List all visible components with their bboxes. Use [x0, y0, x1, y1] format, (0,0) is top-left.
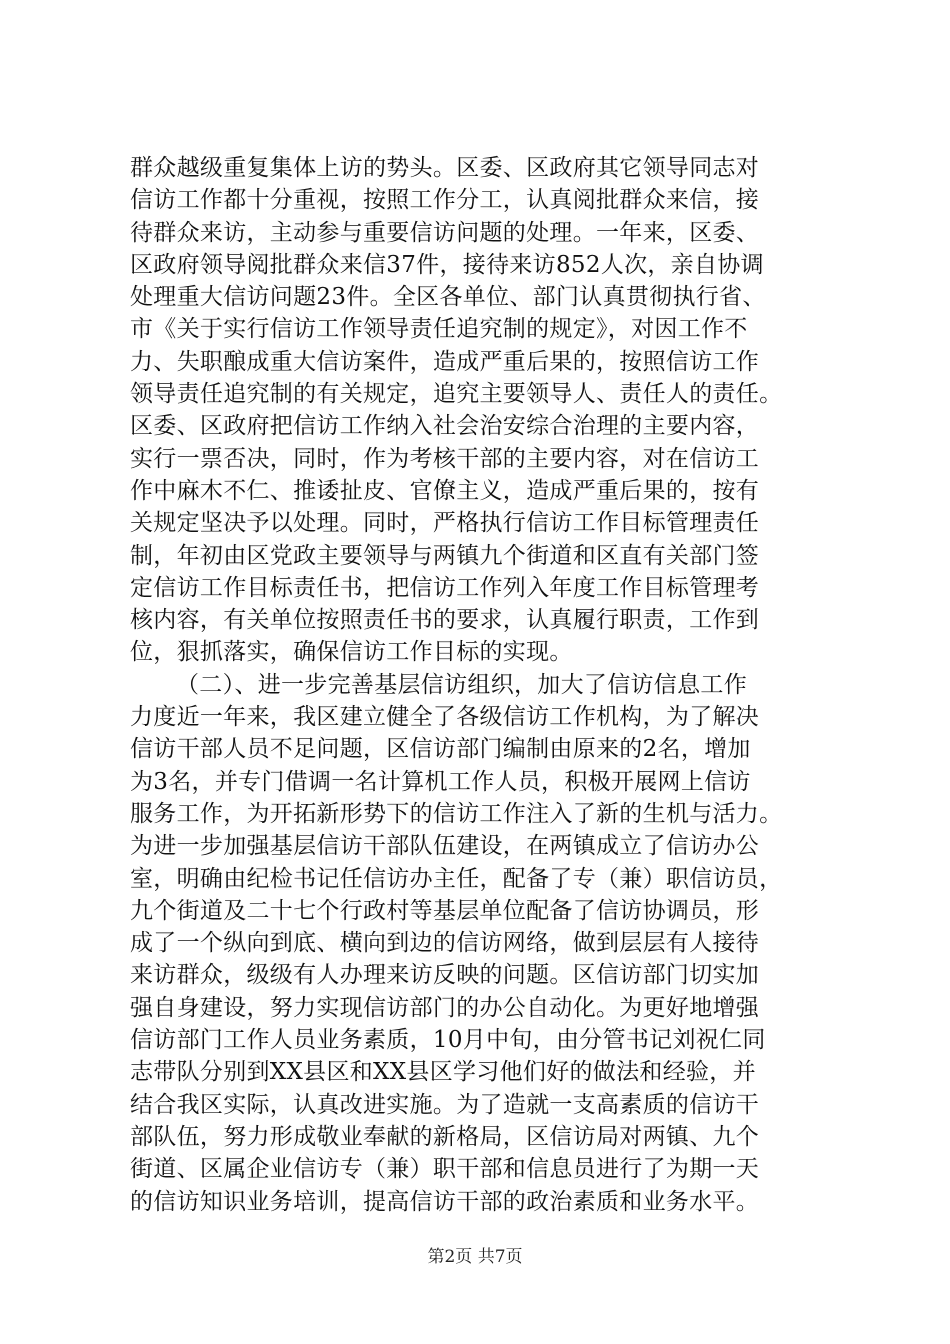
text-line: 区政府领导阅批群众来信37件，接待来访852人次，亲自协调: [130, 251, 764, 278]
text-line: 强自身建设，努力实现信访部门的办公自动化。为更好地增强: [130, 994, 760, 1021]
text-line: 定信访工作目标责任书，把信访工作列入年度工作目标管理考: [130, 574, 760, 601]
text-line: 处理重大信访问题23件。全区各单位、部门认真贯彻执行省、: [130, 284, 766, 311]
text-line: 信访干部人员不足问题，区信访部门编制由原来的2名，增加: [130, 736, 751, 763]
text-line: 信访部门工作人员业务素质，10月中旬，由分管书记刘祝仁同: [130, 1027, 766, 1054]
text-line: 力度近一年来，我区建立健全了各级信访工作机构，为了解决: [130, 704, 760, 731]
text-line: 室，明确由纪检书记任信访办主任，配备了专（兼）职信访员，: [130, 865, 783, 892]
text-line: 结合我区实际，认真改进实施。为了造就一支高素质的信访干: [130, 1091, 760, 1118]
text-line: 待群众来访，主动参与重要信访问题的处理。一年来，区委、: [130, 219, 760, 246]
text-line: 实行一票否决，同时，作为考核干部的主要内容，对在信访工: [130, 445, 760, 472]
text-line: 力、失职酿成重大信访案件，造成严重后果的，按照信访工作: [130, 348, 760, 375]
text-line: 关规定坚决予以处理。同时，严格执行信访工作目标管理责任: [130, 510, 760, 537]
text-line: 九个街道及二十七个行政村等基层单位配备了信访协调员，形: [130, 897, 760, 924]
text-line: 部队伍，努力形成敬业奉献的新格局，区信访局对两镇、九个: [130, 1123, 760, 1150]
text-line: 的信访知识业务培训，提高信访干部的政治素质和业务水平。: [130, 1188, 760, 1215]
text-line: 领导责任追究制的有关规定，追究主要领导人、责任人的责任。: [130, 381, 783, 408]
text-line: 成了一个纵向到底、横向到边的信访网络，做到层层有人接待: [130, 930, 760, 957]
text-line: 制，年初由区党政主要领导与两镇九个街道和区直有关部门签: [130, 542, 760, 569]
document-body: [130, 152, 830, 1218]
text-line: 街道、区属企业信访专（兼）职干部和信息员进行了为期一天: [130, 1156, 760, 1183]
text-line: 作中麻木不仁、推诿扯皮、官僚主义，造成严重后果的，按有: [130, 477, 760, 504]
text-line: 位，狠抓落实，确保信访工作目标的实现。: [130, 639, 573, 666]
text-line: 志带队分别到XX县区和XX县区学习他们好的做法和经验，并: [130, 1059, 756, 1086]
text-line: 服务工作，为开拓新形势下的信访工作注入了新的生机与活力。: [130, 800, 783, 827]
text-line: 区委、区政府把信访工作纳入社会治安综合治理的主要内容，: [130, 413, 760, 440]
text-line: 市《关于实行信访工作领导责任追究制的规定》，对因工作不: [130, 316, 748, 343]
page-number-footer: 第2页 共7页: [427, 1247, 523, 1267]
text-line: 为3名，并专门借调一名计算机工作人员，积极开展网上信访: [130, 768, 751, 795]
text-line: 信访工作都十分重视，按照工作分工，认真阅批群众来信，接: [130, 187, 760, 214]
section-heading-line: （二）、进一步完善基层信访组织，加大了信访信息工作: [176, 671, 747, 698]
text-line: 群众越级重复集体上访的势头。区委、区政府其它领导同志对: [130, 155, 760, 181]
text-line: 为进一步加强基层信访干部队伍建设，在两镇成立了信访办公: [130, 833, 760, 860]
text-line: 来访群众，级级有人办理来访反映的问题。区信访部门切实加: [130, 962, 760, 989]
text-line: 核内容，有关单位按照责任书的要求，认真履行职责，工作到: [130, 607, 760, 634]
